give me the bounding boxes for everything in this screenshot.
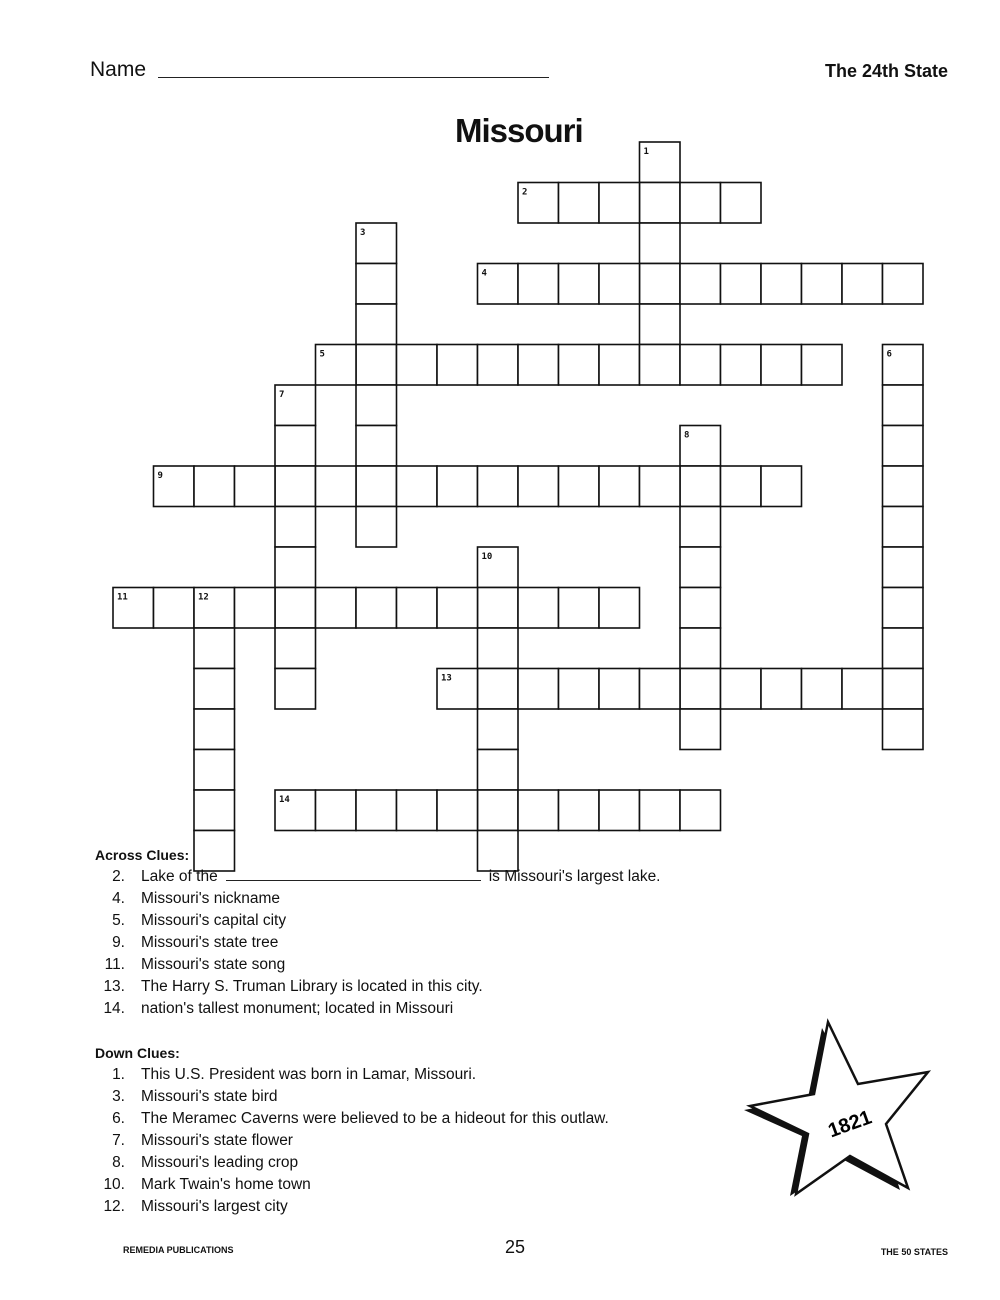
- grid-cell[interactable]: [194, 709, 235, 750]
- answer-blank[interactable]: [226, 880, 481, 881]
- clue-number: 11.: [104, 956, 125, 973]
- grid-cell[interactable]: [640, 183, 681, 224]
- grid-cell[interactable]: [356, 507, 397, 548]
- grid-cell[interactable]: [761, 466, 802, 507]
- grid-cell[interactable]: [761, 345, 802, 386]
- clue-text: The Harry S. Truman Library is located in this city.: [141, 978, 483, 995]
- grid-cell[interactable]: [275, 628, 316, 669]
- publisher-name: REMEDIA PUBLICATIONS: [123, 1245, 234, 1255]
- grid-clue-number: 9: [157, 471, 163, 481]
- grid-cell[interactable]: [437, 790, 478, 831]
- grid-cell[interactable]: [802, 345, 843, 386]
- name-label: Name: [90, 58, 147, 81]
- grid-cell[interactable]: [478, 750, 519, 791]
- grid-cell[interactable]: [883, 385, 924, 426]
- grid-cell[interactable]: [356, 304, 397, 345]
- down-heading: Down Clues:: [95, 1045, 180, 1061]
- star-icon: [750, 1022, 928, 1194]
- grid-cell[interactable]: [478, 628, 519, 669]
- grid-cell[interactable]: [356, 588, 397, 629]
- clue-number: 4.: [112, 890, 125, 907]
- clue-number: 7.: [112, 1132, 125, 1149]
- grid-clue-number: 12: [198, 592, 209, 603]
- grid-cell[interactable]: [356, 466, 397, 507]
- grid-cell[interactable]: [478, 790, 519, 831]
- grid-cell[interactable]: [680, 790, 721, 831]
- grid-cell[interactable]: [316, 588, 357, 629]
- grid-cell[interactable]: [883, 426, 924, 467]
- across-clue: [95, 1000, 795, 1020]
- clue-text: nation's tallest monument; located in Missouri: [141, 1000, 454, 1017]
- grid-cell[interactable]: [316, 790, 357, 831]
- grid-cell[interactable]: [559, 588, 600, 629]
- grid-cell[interactable]: [275, 547, 316, 588]
- grid-cell[interactable]: [235, 588, 276, 629]
- grid-cell[interactable]: [680, 588, 721, 629]
- grid-cell[interactable]: [599, 790, 640, 831]
- clue-text: Missouri's nickname: [141, 890, 281, 907]
- grid-cell[interactable]: [194, 628, 235, 669]
- grid-cell[interactable]: [761, 264, 802, 305]
- clue-text: Missouri's state tree: [141, 934, 279, 951]
- across-clue: [95, 890, 795, 910]
- grid-cell[interactable]: [559, 183, 600, 224]
- grid-cell[interactable]: [316, 466, 357, 507]
- grid-cell[interactable]: [883, 507, 924, 548]
- clue-text-before: Lake of the: [141, 868, 218, 885]
- star-year: 1821: [825, 1106, 875, 1143]
- grid-cell[interactable]: [235, 466, 276, 507]
- clue-text: Missouri's state song: [141, 956, 286, 973]
- grid-cell[interactable]: [154, 588, 195, 629]
- clue-text-after: is Missouri's largest lake.: [488, 868, 661, 885]
- grid-clue-number: 11: [117, 592, 128, 603]
- grid-cell[interactable]: [680, 264, 721, 305]
- grid-cell[interactable]: [356, 345, 397, 386]
- across-clue: [95, 868, 795, 888]
- grid-cell[interactable]: [640, 669, 681, 710]
- grid-cell[interactable]: [518, 790, 559, 831]
- clue-text: Missouri's largest city: [141, 1198, 288, 1215]
- grid-cell[interactable]: [761, 669, 802, 710]
- grid-cell[interactable]: [599, 183, 640, 224]
- grid-cell[interactable]: [680, 507, 721, 548]
- state-rank: The 24th State: [824, 61, 948, 81]
- grid-cell[interactable]: [842, 669, 883, 710]
- clue-text: Missouri's leading crop: [141, 1154, 299, 1171]
- down-clue: [95, 1198, 795, 1218]
- grid-cell[interactable]: [721, 183, 762, 224]
- grid-cell[interactable]: [640, 466, 681, 507]
- grid-cell[interactable]: [640, 304, 681, 345]
- grid-cell[interactable]: [559, 264, 600, 305]
- grid-clue-number: 6: [886, 349, 892, 360]
- grid-clue-number: 7: [279, 390, 285, 400]
- clue-number: 9.: [112, 934, 125, 951]
- grid-cell[interactable]: [478, 709, 519, 750]
- clue-number: 5.: [112, 912, 125, 929]
- clue-text: [141, 868, 661, 886]
- star-badge: [740, 1018, 940, 1218]
- grid-cell[interactable]: [356, 264, 397, 305]
- grid-clue-number: 3: [360, 228, 366, 238]
- grid-cell[interactable]: [437, 588, 478, 629]
- across-clue: [95, 912, 795, 932]
- across-clue: [95, 978, 795, 998]
- grid-cell[interactable]: [356, 790, 397, 831]
- grid-cell[interactable]: [680, 466, 721, 507]
- clue-number: 2.: [112, 868, 125, 885]
- clue-number: 1.: [112, 1066, 125, 1083]
- grid-clue-number: 5: [319, 349, 325, 360]
- grid-cell[interactable]: [397, 588, 438, 629]
- grid-cell[interactable]: [680, 628, 721, 669]
- grid-cell[interactable]: [802, 264, 843, 305]
- grid-cell[interactable]: [478, 345, 519, 386]
- grid-cell[interactable]: [721, 669, 762, 710]
- grid-cell[interactable]: [397, 466, 438, 507]
- across-clue: [95, 934, 795, 954]
- grid-clue-number: 8: [684, 430, 690, 441]
- grid-cell[interactable]: [275, 466, 316, 507]
- grid-cell[interactable]: [397, 345, 438, 386]
- across-heading: Across Clues:: [95, 847, 190, 863]
- grid-cell[interactable]: [883, 264, 924, 305]
- clue-number: 12.: [103, 1198, 125, 1215]
- grid-cell[interactable]: [194, 831, 235, 872]
- grid-cell[interactable]: [640, 223, 681, 264]
- clue-text: Missouri's state flower: [141, 1132, 293, 1149]
- across-clue: [95, 956, 795, 976]
- page-title: Missouri: [455, 112, 583, 149]
- grid-cell[interactable]: [518, 345, 559, 386]
- clue-text: Missouri's state bird: [141, 1088, 278, 1105]
- grid-cell[interactable]: [640, 345, 681, 386]
- grid-cell[interactable]: [275, 669, 316, 710]
- clue-text: The Meramec Caverns were believed to be a hideout for this outlaw.: [141, 1110, 609, 1127]
- grid-cell[interactable]: [599, 345, 640, 386]
- grid-cell[interactable]: [275, 588, 316, 629]
- grid-cell[interactable]: [356, 385, 397, 426]
- grid-cell[interactable]: [518, 264, 559, 305]
- grid-cell[interactable]: [559, 790, 600, 831]
- grid-cell[interactable]: [599, 466, 640, 507]
- clue-number: 10.: [103, 1176, 125, 1193]
- grid-cell[interactable]: [883, 466, 924, 507]
- down-clue: [95, 1088, 795, 1108]
- down-clue: [95, 1176, 795, 1196]
- grid-cell[interactable]: [194, 669, 235, 710]
- clue-number: 8.: [112, 1154, 125, 1171]
- grid-clue-number: 14: [279, 795, 290, 805]
- grid-cell[interactable]: [883, 709, 924, 750]
- grid-clue-number: 13: [441, 673, 452, 684]
- grid-cell[interactable]: [559, 669, 600, 710]
- grid-cell[interactable]: [478, 669, 519, 710]
- grid-clue-number: 1: [643, 147, 649, 157]
- grid-cell[interactable]: [478, 466, 519, 507]
- grid-cell[interactable]: [478, 831, 519, 872]
- clue-number: 6.: [112, 1110, 125, 1127]
- grid-cell[interactable]: [437, 466, 478, 507]
- grid-clue-number: 4: [481, 268, 487, 279]
- grid-cell[interactable]: [842, 264, 883, 305]
- grid-cell[interactable]: [599, 669, 640, 710]
- series-name: THE 50 STATES: [880, 1247, 948, 1257]
- grid-cell[interactable]: [721, 345, 762, 386]
- clue-text: Mark Twain's home town: [141, 1176, 311, 1193]
- grid-cell[interactable]: [437, 345, 478, 386]
- grid-cell[interactable]: [883, 547, 924, 588]
- clue-text: Missouri's capital city: [141, 912, 287, 929]
- grid-cell[interactable]: [640, 790, 681, 831]
- clue-text: This U.S. President was born in Lamar, Missouri.: [141, 1066, 477, 1083]
- grid-cell[interactable]: [721, 466, 762, 507]
- grid-cell[interactable]: [194, 466, 235, 507]
- grid-cell[interactable]: [680, 345, 721, 386]
- grid-clue-number: 2: [522, 187, 528, 198]
- clue-number: 14.: [103, 1000, 125, 1017]
- clue-number: 13.: [103, 978, 125, 995]
- grid-cell[interactable]: [680, 547, 721, 588]
- grid-cell[interactable]: [680, 709, 721, 750]
- grid-cell[interactable]: [599, 588, 640, 629]
- grid-cell[interactable]: [883, 669, 924, 710]
- grid-cell[interactable]: [518, 669, 559, 710]
- down-clue: [95, 1132, 795, 1152]
- down-clue: [95, 1066, 795, 1086]
- grid-cell[interactable]: [518, 466, 559, 507]
- page-number: 25: [505, 1237, 526, 1257]
- grid-cell[interactable]: [275, 426, 316, 467]
- grid-cell[interactable]: [194, 750, 235, 791]
- grid-cell[interactable]: [883, 628, 924, 669]
- grid-cell[interactable]: [194, 790, 235, 831]
- grid-cell[interactable]: [680, 183, 721, 224]
- grid-cell[interactable]: [397, 790, 438, 831]
- grid-cell[interactable]: [721, 264, 762, 305]
- grid-cell[interactable]: [559, 466, 600, 507]
- grid-cell[interactable]: [356, 426, 397, 467]
- down-clue: [95, 1154, 795, 1174]
- grid-cell[interactable]: [640, 264, 681, 305]
- grid-cell[interactable]: [478, 588, 519, 629]
- grid-cell[interactable]: [275, 507, 316, 548]
- grid-cell[interactable]: [518, 588, 559, 629]
- grid-cell[interactable]: [680, 669, 721, 710]
- grid-cell[interactable]: [883, 588, 924, 629]
- grid-cell[interactable]: [802, 669, 843, 710]
- grid-clue-number: 10: [481, 552, 493, 562]
- clue-number: 3.: [112, 1088, 125, 1105]
- grid-cell[interactable]: [599, 264, 640, 305]
- grid-cell[interactable]: [559, 345, 600, 386]
- down-clue: [95, 1110, 795, 1130]
